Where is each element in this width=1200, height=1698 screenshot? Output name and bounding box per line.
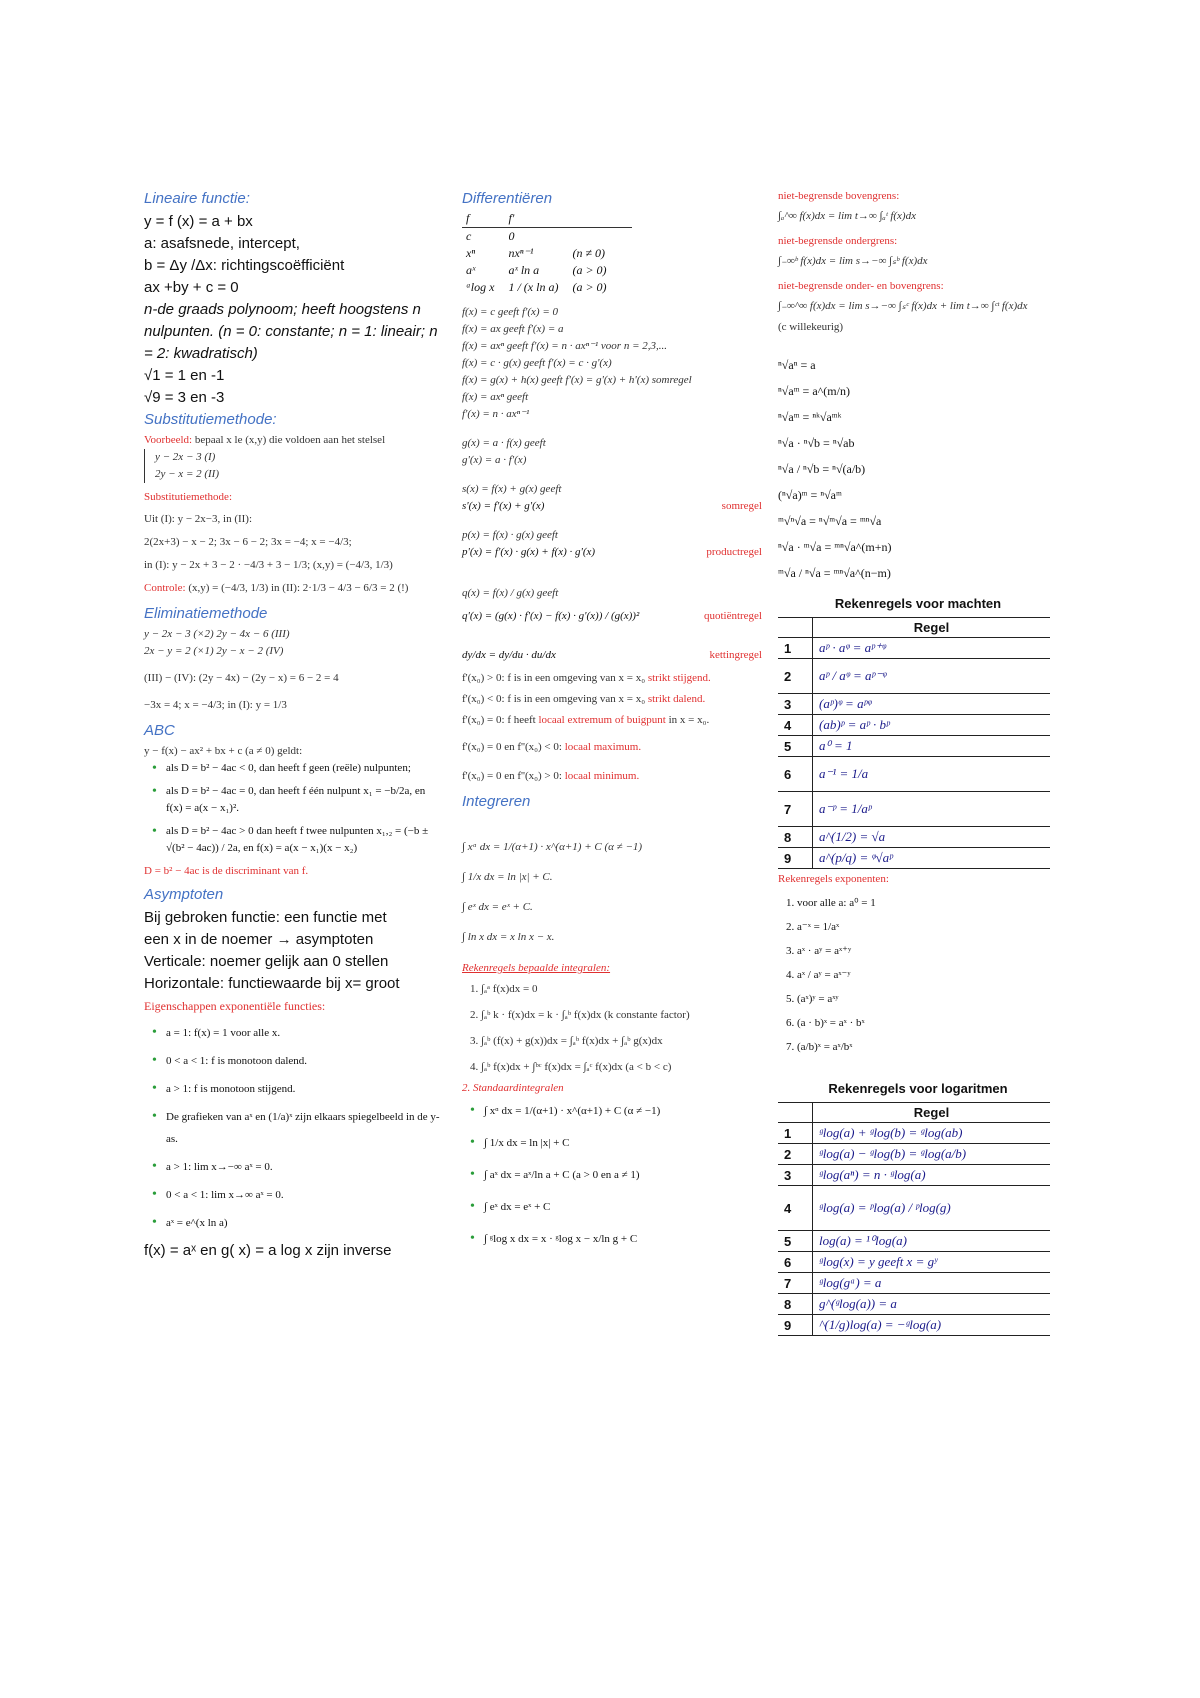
exp-item-5: • a > 1: lim x→−∞ aˣ = 0. (166, 1156, 444, 1178)
heading-bepaalde-integralen: Rekenregels bepaalde integralen: (462, 962, 611, 974)
decr-red: strikt dalend. (647, 693, 706, 705)
som-row (462, 498, 762, 515)
elim-line-1: y − 2x − 3 (×2) 2y − 4x − 6 (III) (144, 628, 290, 640)
std-list (462, 1098, 762, 1252)
root-rule-6: (ⁿ√a)ᵐ = ⁿ√aᵐ (778, 488, 842, 502)
spacer (462, 625, 762, 647)
max-text: f'(x₀) = 0 en f''(x₀) < 0: (462, 741, 562, 753)
table-row (778, 659, 1050, 694)
machten-rule: a⁻¹ = 1/a (813, 757, 1051, 792)
machten-header: Regel (813, 618, 1051, 638)
bep-line-3: 3. ∫ₐᵇ (f(x) + g(x))dx = ∫ₐᵇ f(x)dx + ∫ₐᵇ g(x)dx (470, 1035, 663, 1047)
log-header-blank (778, 1103, 813, 1123)
polynoom-content: n-de graads polynoom; heeft hoogstens n nulpunten. (n = 0: constante; n = 1: lineair; n = 2: kwadratisch) (144, 301, 438, 362)
machten-table (778, 617, 1050, 869)
table-row (462, 228, 632, 246)
diff-cell: (a > 0) (572, 263, 607, 277)
decr-text: f'(x₀) < 0: f is in een omgeving van x = x₀ (462, 693, 646, 705)
std-line-4: • ∫ eˣ dx = eˣ + C (484, 1194, 762, 1220)
machten-rule: a^(1/2) = √a (813, 827, 1051, 848)
asym-line-4: Horizontale: functiewaarde bij x= groot (144, 975, 400, 992)
log-rule: g^(ᵍlog(a)) = a (813, 1294, 1051, 1315)
root-rule-9: ᵐ√a / ⁿ√a = ᵐⁿ√a^(n−m) (778, 566, 891, 580)
polynoom-text (144, 299, 444, 365)
abc-line-1: y − f(x) − ax² + bx + c (a ≠ 0) geldt: (144, 745, 303, 757)
min-red: locaal minimum. (564, 770, 640, 782)
table-row (778, 792, 1050, 827)
diff-cell: aˣ (466, 263, 476, 277)
imp3-label: niet-begrensde onder- en bovengrens: (778, 280, 944, 292)
extr-red: locaal extremum of buigpunt (538, 714, 666, 726)
log-table (778, 1102, 1050, 1336)
diff-rule-2: f(x) = ax geeft f'(x) = a (462, 323, 564, 335)
table-row (778, 1165, 1050, 1186)
incr-line (462, 670, 762, 687)
max-red: locaal maximum. (564, 741, 642, 753)
int-line-1: ∫ xᵅ dx = 1/(α+1) · x^(α+1) + C (α ≠ −1) (462, 841, 643, 853)
column-middle (462, 188, 762, 1258)
bep-line-2: 2. ∫ₐᵇ k · f(x)dx = k · ∫ₐᵇ f(x)dx (k constante factor) (470, 1009, 690, 1021)
root-rule-2: ⁿ√aᵐ = a^(m/n) (778, 384, 850, 398)
quot-1: q(x) = f(x) / g(x) geeft (462, 587, 559, 599)
machten-header-blank (778, 618, 813, 638)
table-row (778, 638, 1050, 659)
exp-rule-4: 4. aˣ / aʸ = aˣ⁻ʸ (786, 969, 851, 981)
root-rule-5: ⁿ√a / ⁿ√b = ⁿ√(a/b) (778, 462, 866, 476)
somregel-label: somregel (721, 500, 762, 512)
std-line-1: • ∫ xᵅ dx = 1/(α+1) · x^(α+1) + C (α ≠ −1) (484, 1098, 762, 1124)
machten-rule: (aᵖ)ᵠ = aᵖᵠ (813, 694, 1051, 715)
heading-asymptoten: Asymptoten (144, 886, 224, 903)
log-rule: ᵍlog(x) = y geeft x = gʸ (813, 1252, 1051, 1273)
root-9: √9 = 3 en -3 (144, 389, 225, 406)
diff-cell: ᵃlog x (466, 280, 495, 294)
exp-item-2: • 0 < a < 1: f is monotoon dalend. (166, 1050, 444, 1072)
heading-substitutiemethode: Substitutiemethode: (144, 411, 277, 428)
lin-line-1: y = f (x) = a + bx (144, 213, 253, 230)
row-number: 5 (778, 1231, 813, 1252)
rule-g-2: g'(x) = a · f'(x) (462, 454, 527, 466)
machten-title: Rekenregels voor machten (834, 596, 1002, 611)
diff-rule-6: f(x) = axⁿ geeft (462, 391, 529, 403)
diff-rule-7: f'(x) = n · axⁿ⁻¹ (462, 408, 530, 420)
prod-1: p(x) = f(x) · g(x) geeft (462, 529, 558, 541)
table-row (778, 827, 1050, 848)
int-line-4: ∫ ln x dx = x ln x − x. (462, 931, 555, 943)
diff-cell (568, 228, 632, 246)
int-line-3: ∫ eˣ dx = eˣ + C. (462, 901, 533, 913)
diff-cell: 0 (508, 229, 515, 243)
table-row (778, 1273, 1050, 1294)
row-number: 7 (778, 792, 813, 827)
heading-exp-eigenschappen: Eigenschappen exponentiële functies: (144, 999, 326, 1013)
exp-rule-6: 6. (a · b)ˣ = aˣ · bˣ (786, 1017, 865, 1029)
machten-rule: a^(p/q) = ᵠ√aᵖ (813, 848, 1051, 869)
abc-bullet-1: • als D = b² − 4ac < 0, dan heeft f geen (reële) nulpunten; (166, 760, 444, 777)
chain-rule: dy/dx = dy/du · du/dx (462, 649, 556, 661)
elim-line-4: −3x = 4; x = −4/3; in (I): y = 1/3 (144, 699, 287, 711)
voorbeeld-text: bepaal x le (x,y) die voldoen aan het stelsel (194, 434, 386, 446)
table-row (462, 279, 632, 296)
asym-line-3: Verticale: noemer gelijk aan 0 stellen (144, 953, 389, 970)
spacer (462, 814, 762, 832)
imp3-formula: ∫₋∞^∞ f(x)dx = lim s→−∞ ∫ₛᶜ f(x)dx + lim t→∞ ∫ᶜᵗ f(x)dx (778, 300, 1028, 312)
abc-list (144, 760, 444, 857)
root-rule-4: ⁿ√a · ⁿ√b = ⁿ√ab (778, 436, 855, 450)
log-rule: ᵍlog(aⁿ) = n · ᵍlog(a) (813, 1165, 1051, 1186)
spacer (462, 469, 762, 481)
exp-rule-7: 7. (a/b)ˣ = aˣ/bˣ (786, 1041, 853, 1053)
voorbeeld (144, 432, 444, 449)
heading-lineaire-functie: Lineaire functie: (144, 190, 250, 207)
log-rule: ᵍlog(gᵃ) = a (813, 1273, 1051, 1294)
diff-cell: (n ≠ 0) (572, 246, 606, 260)
diff-rule-1: f(x) = c geeft f'(x) = 0 (462, 306, 558, 318)
bep-line-4: 4. ∫ₐᵇ f(x)dx + ∫ᵇᶜ f(x)dx = ∫ₐᶜ f(x)dx (a < b < c) (470, 1061, 672, 1073)
imp1-formula: ∫ₐ^∞ f(x)dx = lim t→∞ ∫ₐᵗ f(x)dx (778, 210, 916, 222)
abc-bullet-2: • als D = b² − 4ac = 0, dan heeft f één nulpunt x₁ = −b/2a, en f(x) = a(x − x₁)². (166, 783, 444, 817)
extr-line (462, 712, 762, 729)
imp1-label: niet-begrensde bovengrens: (778, 190, 900, 202)
spacer (462, 561, 762, 585)
controle-label: Controle: (144, 582, 186, 594)
table-row (778, 1123, 1050, 1144)
subst-subheading: Substitutiemethode: (144, 491, 232, 503)
diff-rule-4: f(x) = c · g(x) geeft f'(x) = c · g'(x) (462, 357, 612, 369)
heading-eliminatiemethode: Eliminatiemethode (144, 605, 268, 622)
log-rule: ^(1/g)log(a) = −ᵍlog(a) (813, 1315, 1051, 1336)
min-text: f'(x₀) = 0 en f''(x₀) > 0: (462, 770, 562, 782)
max-line (462, 739, 762, 756)
system-eq-1: y − 2x − 3 (I) (144, 449, 444, 466)
spacer (462, 423, 762, 435)
table-row (462, 262, 632, 279)
machten-rule: (ab)ᵖ = aᵖ · bᵖ (813, 715, 1051, 736)
root-rule-3: ⁿ√aᵐ = ⁿᵏ√aᵐᵏ (778, 410, 842, 424)
row-number: 6 (778, 757, 813, 792)
column-right (778, 188, 1058, 1336)
row-number: 1 (778, 1123, 813, 1144)
root-rule-1: ⁿ√aⁿ = a (778, 358, 816, 372)
quot-row (462, 608, 762, 625)
exp-item-3: • a > 1: f is monotoon stijgend. (166, 1078, 444, 1100)
row-number: 4 (778, 715, 813, 736)
som-2: s'(x) = f'(x) + g'(x) (462, 500, 545, 512)
inverse-line: f(x) = aˣ en g( x) = a log x zijn inverse (144, 1242, 392, 1259)
prod-row (462, 544, 762, 561)
root-1: √1 = 1 en -1 (144, 367, 225, 384)
imp2-label: niet-begrensde ondergrens: (778, 235, 898, 247)
diff-table-header (462, 211, 632, 228)
machten-rule: aᵖ / aᵠ = aᵖ⁻ᵠ (813, 659, 1051, 694)
row-number: 1 (778, 638, 813, 659)
table-row (778, 1252, 1050, 1273)
lin-line-3: b = Δy /Δx: richtingscoëfficiënt (144, 257, 345, 274)
row-number: 6 (778, 1252, 813, 1273)
std-line-3: • ∫ aˣ dx = aˣ/ln a + C (a > 0 en a ≠ 1) (484, 1162, 762, 1188)
diff-cell: 1 / (x ln a) (508, 280, 559, 294)
root-rules (778, 352, 1058, 586)
diff-cell: aˣ ln a (508, 263, 540, 277)
productregel-label: productregel (706, 546, 762, 558)
table-row (778, 757, 1050, 792)
int-line-2: ∫ 1/x dx = ln |x| + C. (462, 871, 553, 883)
diff-cell: nxⁿ⁻¹ (508, 246, 534, 260)
row-number: 7 (778, 1273, 813, 1294)
rule-g-1: g(x) = a · f(x) geeft (462, 437, 546, 449)
exp-item-1: • a = 1: f(x) = 1 voor alle x. (166, 1022, 444, 1044)
extr-tail: in x = x₀. (668, 714, 710, 726)
exp-rule-2: 2. a⁻ˣ = 1/aˣ (786, 921, 840, 933)
heading-abc: ABC (144, 722, 175, 739)
subst-line-3: in (I): y − 2x + 3 − 2 · −4/3 + 3 − 1/3; (x,y) = (−4/3, 1/3) (144, 559, 393, 571)
quotientregel-label: quotiëntregel (703, 610, 762, 622)
abc-bullet-3: • als D = b² − 4ac > 0 dan heeft f twee nulpunten x₁,₂ = (−b ± √(b² − 4ac)) / 2a, en f(x) = a(x − x₁)(x − x₂) (166, 823, 444, 857)
table-row (778, 1231, 1050, 1252)
voorbeeld-label: Voorbeeld: (144, 434, 193, 446)
log-rule: ᵍlog(a) = ᵖlog(a) / ᵖlog(g) (813, 1186, 1051, 1231)
controle (144, 580, 444, 597)
table-row (778, 1186, 1050, 1231)
table-row (778, 1144, 1050, 1165)
row-number: 9 (778, 848, 813, 869)
chain-row (462, 647, 762, 664)
machten-rule: a⁻ᵖ = 1/aᵖ (813, 792, 1051, 827)
exp-list (144, 1022, 444, 1234)
row-number: 8 (778, 1294, 813, 1315)
diff-rule-5: f(x) = g(x) + h(x) geeft f'(x) = g'(x) + h'(x) somregel (462, 374, 692, 386)
row-number: 9 (778, 1315, 813, 1336)
table-row (462, 245, 632, 262)
decr-line (462, 691, 762, 708)
log-header: Regel (813, 1103, 1051, 1123)
subst-line-2: 2(2x+3) − x − 2; 3x − 6 − 2; 3x = −4; x = −4/3; (144, 536, 352, 548)
std-line-5: • ∫ ᵍlog x dx = x · ᵍlog x − x/ln g + C (484, 1226, 762, 1252)
asym-line-2: een x in de noemer → asymptoten (144, 931, 374, 948)
std-line-2: • ∫ 1/x dx = ln |x| + C (484, 1130, 762, 1156)
row-number: 3 (778, 694, 813, 715)
diff-table (462, 211, 632, 296)
quot-2: q'(x) = (g(x) · f'(x) − f(x) · g'(x)) / (g(x))² (462, 610, 640, 622)
imp2-formula: ∫₋∞ᵇ f(x)dx = lim s→−∞ ∫ₛᵇ f(x)dx (778, 255, 928, 267)
exp-item-6: • 0 < a < 1: lim x→∞ aˣ = 0. (166, 1184, 444, 1206)
abc-discriminant: D = b² − 4ac is de discriminant van f. (144, 865, 309, 877)
row-number: 3 (778, 1165, 813, 1186)
bep-line-1: 1. ∫ₐᵃ f(x)dx = 0 (470, 983, 538, 995)
table-row (778, 694, 1050, 715)
exp-rules-title: Rekenregels exponenten: (778, 873, 889, 885)
prod-2: p'(x) = f'(x) · g(x) + f(x) · g'(x) (462, 546, 596, 558)
diff-cell: c (466, 229, 472, 243)
column-left (144, 188, 444, 1262)
diff-cell: (a > 0) (572, 280, 607, 294)
row-number: 8 (778, 827, 813, 848)
extr-text: f'(x₀) = 0: f heeft (462, 714, 536, 726)
elim-line-2: 2x − y = 2 (×1) 2y − x − 2 (IV) (144, 645, 284, 657)
system-eq-2: 2y − x = 2 (II) (144, 466, 444, 483)
exp-rule-1: 1. voor alle a: a⁰ = 1 (786, 897, 876, 909)
elim-line-3: (III) − (IV): (2y − 4x) − (2y − x) = 6 − 2 = 4 (144, 672, 339, 684)
spacer (462, 515, 762, 527)
diff-header-fprime: f' (504, 211, 568, 228)
root-rule-7: ᵐ√ⁿ√a = ⁿ√ᵐ√a = ᵐⁿ√a (778, 514, 882, 528)
diff-header-blank (568, 211, 632, 228)
log-rule: log(a) = ¹⁰log(a) (813, 1231, 1051, 1252)
incr-text: f'(x₀) > 0: f is in een omgeving van x = x₀ (462, 672, 646, 684)
diff-header-f: f (462, 211, 504, 228)
exp-rules-list (786, 891, 1058, 1059)
row-number: 2 (778, 659, 813, 694)
asym-line-1: Bij gebroken functie: een functie met (144, 909, 387, 926)
row-number: 5 (778, 736, 813, 757)
row-number: 2 (778, 1144, 813, 1165)
table-row (778, 736, 1050, 757)
heading-integreren: Integreren (462, 793, 531, 810)
diff-rule-3: f(x) = axⁿ geeft f'(x) = n · axⁿ⁻¹ voor n = 2,3,... (462, 340, 667, 352)
machten-rule: aᵖ · aᵠ = aᵖ⁺ᵠ (813, 638, 1051, 659)
incr-red: strikt stijgend. (647, 672, 711, 684)
root-rule-8: ⁿ√a · ᵐ√a = ᵐⁿ√a^(m+n) (778, 540, 892, 554)
exp-rule-5: 5. (aˣ)ʸ = aˣʸ (786, 993, 839, 1005)
exp-rule-3: 3. aˣ · aʸ = aˣ⁺ʸ (786, 945, 852, 957)
log-header-row (778, 1103, 1050, 1123)
controle-text: (x,y) = (−4/3, 1/3) in (II): 2·1/3 − 4/3 − 6/3 = 2 (!) (188, 582, 409, 594)
lin-line-4: ax +by + c = 0 (144, 279, 239, 296)
table-row (778, 1294, 1050, 1315)
machten-rule: a⁰ = 1 (813, 736, 1051, 757)
subst-line-1: Uit (I): y − 2x−3, in (II): (144, 513, 253, 525)
row-number: 4 (778, 1186, 813, 1231)
log-rule: ᵍlog(a) − ᵍlog(b) = ᵍlog(a/b) (813, 1144, 1051, 1165)
log-title: Rekenregels voor logaritmen (828, 1081, 1008, 1096)
min-line (462, 768, 762, 785)
log-rule: ᵍlog(a) + ᵍlog(b) = ᵍlog(ab) (813, 1123, 1051, 1144)
lin-line-2: a: asafsnede, intercept, (144, 235, 300, 252)
table-row (778, 1315, 1050, 1336)
exp-item-7: • aˣ = e^(x ln a) (166, 1212, 444, 1234)
table-row (778, 715, 1050, 736)
imp3-note: (c willekeurig) (778, 321, 844, 333)
table-row (778, 848, 1050, 869)
heading-differentieren: Differentiëren (462, 190, 553, 207)
exp-item-4: • De grafieken van aˣ en (1/a)ˣ zijn elkaars spiegelbeeld in de y-as. (166, 1106, 444, 1150)
som-1: s(x) = f(x) + g(x) geeft (462, 483, 562, 495)
machten-header-row (778, 618, 1050, 638)
diff-cell: xⁿ (466, 246, 476, 260)
heading-standaardintegralen: 2. Standaardintegralen (462, 1082, 564, 1094)
kettingregel-label: kettingregel (709, 649, 762, 661)
